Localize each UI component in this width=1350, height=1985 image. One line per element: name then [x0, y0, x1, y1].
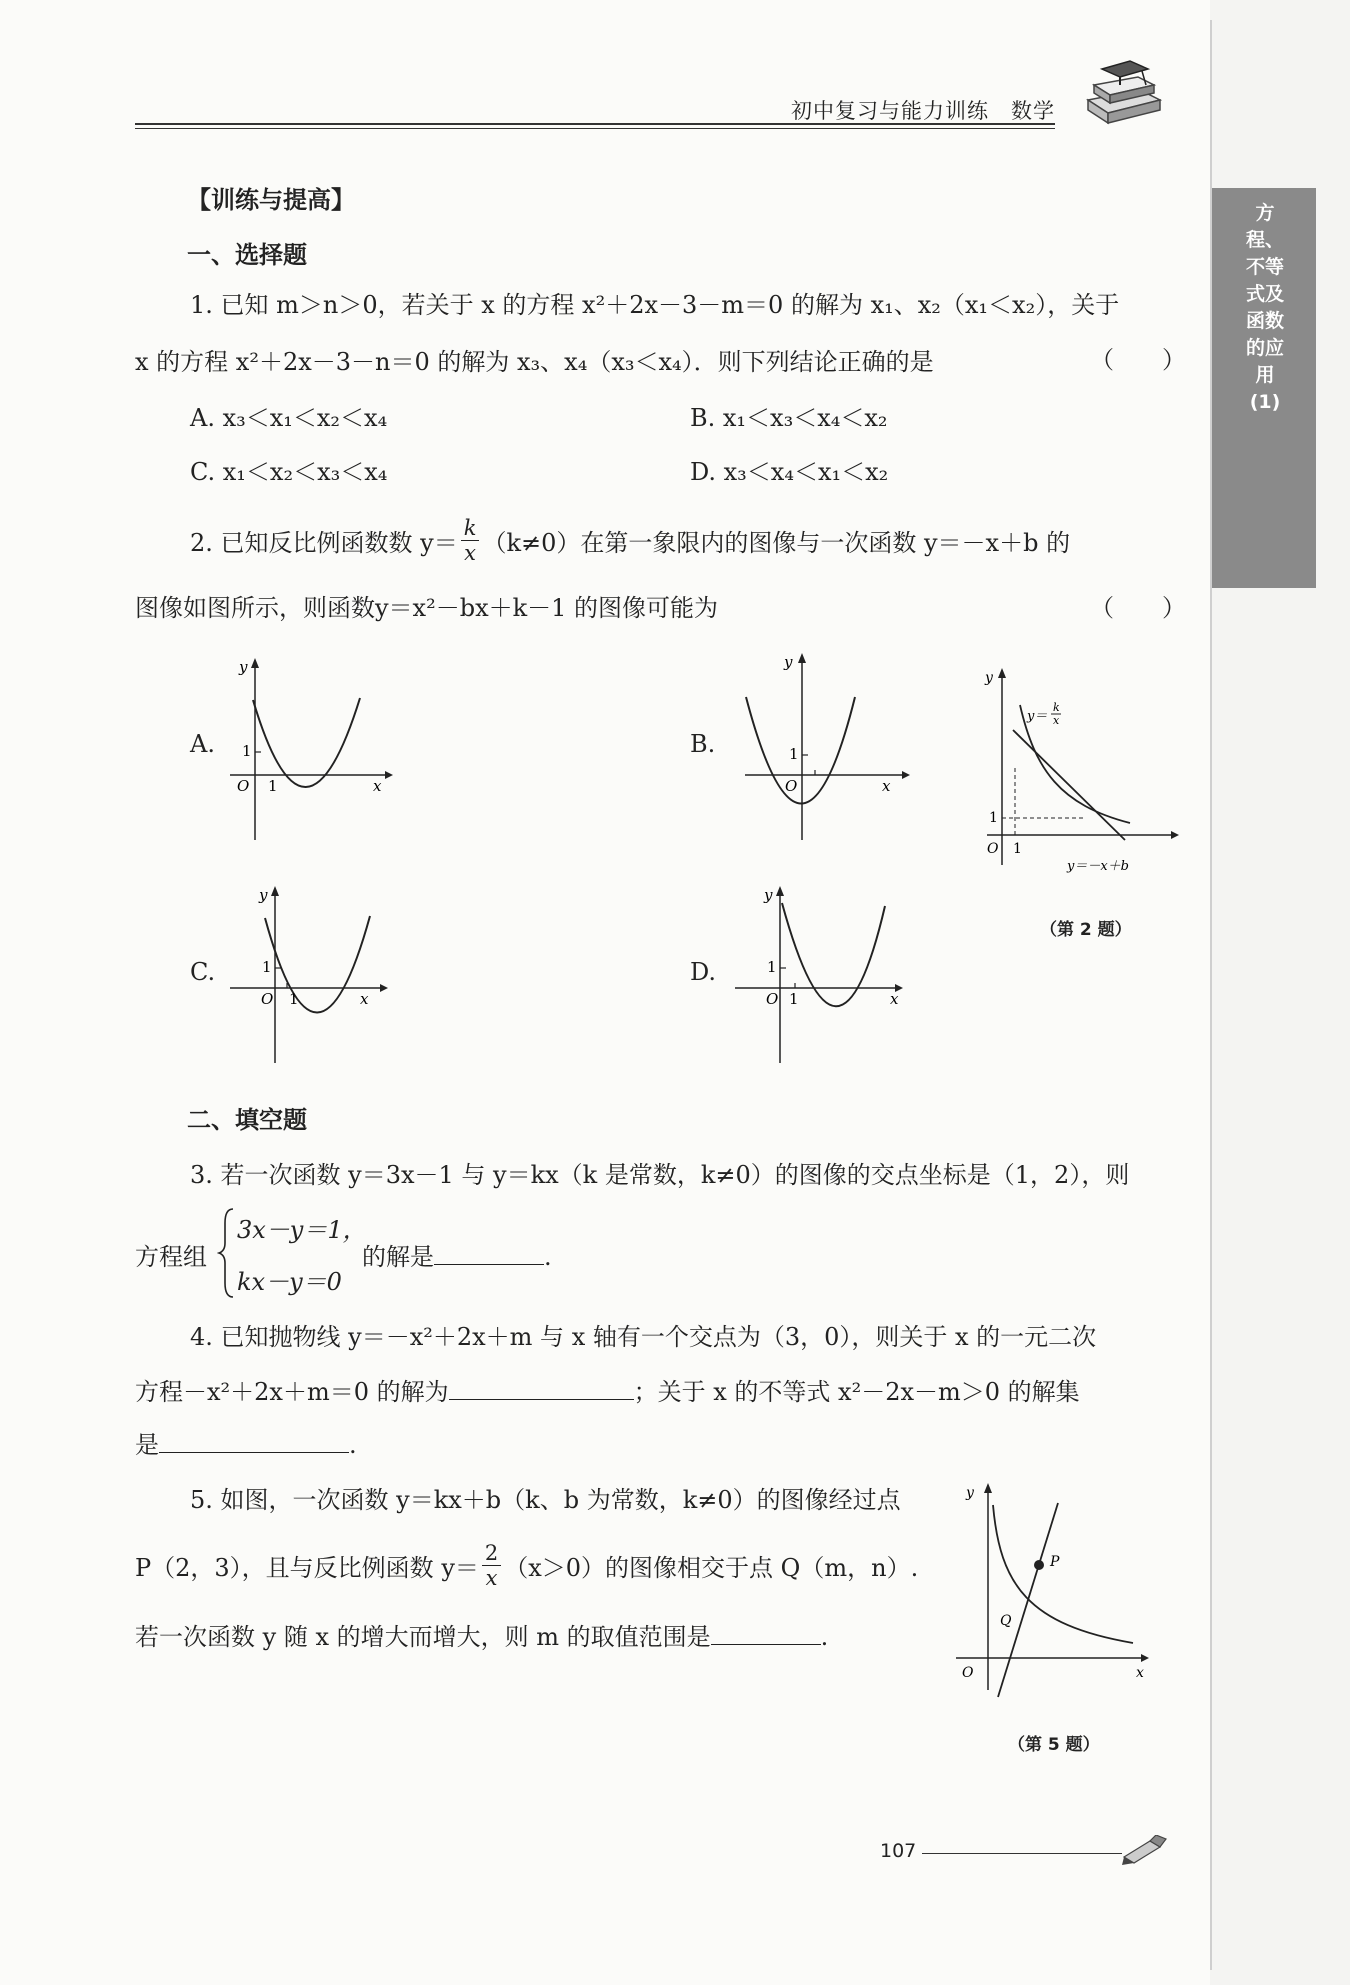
- q5-line2: [135, 1541, 919, 1594]
- curve-label-num: k: [1053, 701, 1060, 714]
- point-q-label: Q: [1000, 1613, 1012, 1629]
- q2-line1-start: 2. 已知反比例函数数 y＝: [190, 529, 458, 557]
- q2-option-b-label: B.: [690, 730, 716, 758]
- origin-label: O: [962, 1665, 974, 1681]
- line-kx-plus-b: [998, 1503, 1058, 1697]
- line-label: y＝－x＋b: [1067, 859, 1129, 874]
- q2-reference-figure: [975, 660, 1180, 885]
- q5-line2-end: （x＞0）的图像相交于点 Q（m，n）.: [504, 1554, 919, 1582]
- q1-option-c: C. x₁＜x₂＜x₃＜x₄: [190, 458, 388, 486]
- parabola: [253, 698, 360, 787]
- q4-answer-blank-1[interactable]: [449, 1399, 634, 1400]
- q2-line1: [190, 516, 1071, 569]
- q4-line2: [135, 1372, 1080, 1407]
- q2-graph-c: [225, 878, 395, 1068]
- q2-line2: 图像如图所示，则函数y＝x²－bx＋k－1 的图像可能为: [135, 594, 719, 622]
- x-label: x: [360, 990, 369, 1008]
- y-axis-arrow: [984, 1483, 992, 1493]
- y-label: y: [764, 886, 773, 904]
- q3-brace: [217, 1205, 237, 1300]
- q1-line2: x 的方程 x²＋2x－3－n＝0 的解为 x₃、x₄（x₃＜x₄）．则下列结论正确的是: [135, 348, 934, 376]
- q2-fraction: [461, 516, 480, 565]
- q5-figure: [948, 1475, 1158, 1700]
- curve-label-den: x: [1053, 714, 1060, 727]
- q5-answer-blank[interactable]: [711, 1644, 821, 1645]
- q3-equation-2: kx－y＝0: [237, 1268, 342, 1296]
- q5-line3-start: 若一次函数 y 随 x 的增大而增大，则 m 的取值范围是: [135, 1623, 711, 1651]
- q5-fraction: [482, 1541, 501, 1590]
- curve-label-prefix: y＝: [1027, 709, 1048, 724]
- pencil-icon: [1120, 1835, 1170, 1865]
- x-label: x: [890, 990, 899, 1008]
- x-axis-arrow: [902, 771, 910, 779]
- q2-graph-a: [225, 650, 395, 850]
- q5-line1: 5. 如图，一次函数 y＝kx＋b（k、b 为常数，k≠0）的图像经过点: [190, 1486, 901, 1514]
- header-title: 初中复习与能力训练 数学: [791, 99, 1055, 123]
- q1-line1: 1. 已知 m＞n＞0，若关于 x 的方程 x²＋2x－3－m＝0 的解为 x₁、x₂（x₁＜x₂），关于: [190, 291, 1120, 319]
- y-axis-arrow: [998, 668, 1006, 678]
- q1-answer-paren: （ ）: [1090, 346, 1186, 374]
- origin-label: O: [785, 777, 798, 795]
- tick-label-y1: 1: [989, 810, 998, 826]
- tick-label-y1: 1: [767, 958, 777, 976]
- q2-option-a-label: A.: [190, 730, 215, 758]
- q2-graph-d: [730, 878, 910, 1068]
- q3-end: .: [544, 1243, 552, 1271]
- q5-figure-caption: （第 5 题）: [1008, 1735, 1100, 1755]
- q4-line2-end: ；关于 x 的不等式 x²－2x－m＞0 的解集: [633, 1378, 1080, 1406]
- y-axis-arrow: [776, 886, 784, 896]
- y-label: y: [784, 653, 793, 671]
- q3-line1: 3. 若一次函数 y＝3x－1 与 y＝kx（k 是常数，k≠0）的图像的交点坐标是（1，2），则: [190, 1161, 1130, 1189]
- footer-rule: [922, 1853, 1122, 1854]
- q5-line3-end: .: [820, 1623, 829, 1651]
- point-p: [1034, 1560, 1044, 1570]
- parabola: [265, 916, 370, 1013]
- x-axis-arrow: [385, 771, 393, 779]
- q2-figure-caption: （第 2 题）: [1040, 920, 1132, 940]
- q5-line2-start: P（2，3），且与反比例函数 y＝: [135, 1554, 479, 1582]
- tick-label-y1: 1: [242, 742, 252, 760]
- header-rule: [135, 123, 1055, 125]
- point-p-label: P: [1050, 1554, 1060, 1570]
- q4-line3-start: 是: [135, 1431, 159, 1459]
- tick-label-x1: 1: [268, 777, 278, 795]
- q3-suffix: [362, 1237, 552, 1272]
- origin-label: O: [261, 990, 274, 1008]
- section-practice-heading: 【训练与提高】: [187, 186, 355, 214]
- q4-line3-end: .: [349, 1431, 357, 1459]
- q2-option-c-label: C.: [190, 958, 216, 986]
- q3-equation-1: 3x－y＝1，: [237, 1216, 367, 1244]
- x-axis-arrow: [1171, 831, 1179, 839]
- y-label: y: [966, 1485, 974, 1501]
- y-axis-arrow: [251, 658, 259, 668]
- hyperbola-curve: [993, 1505, 1133, 1643]
- q1-option-d: D. x₃＜x₄＜x₁＜x₂: [690, 458, 889, 486]
- q3-suffix-text: 的解是: [362, 1243, 434, 1271]
- q2-graph-b: [740, 645, 915, 845]
- q2-option-d-label: D.: [690, 958, 717, 986]
- section-choice-heading: 一、选择题: [187, 241, 307, 269]
- origin-label: O: [766, 990, 779, 1008]
- q2-fraction-den: x: [464, 541, 476, 565]
- q5-line3: [135, 1617, 828, 1652]
- origin-label: O: [987, 841, 999, 857]
- q4-answer-blank-2[interactable]: [159, 1452, 349, 1453]
- q4-line1: 4. 已知抛物线 y＝－x²＋2x＋m 与 x 轴有一个交点为（3，0），则关于 x 的一元二次: [190, 1323, 1097, 1351]
- q2-fraction-num: k: [461, 516, 480, 541]
- x-label: x: [882, 777, 891, 795]
- q4-line3: [135, 1425, 357, 1460]
- origin-label: O: [237, 777, 250, 795]
- header-rule-thin: [135, 128, 1055, 129]
- q2-line1-end: （k≠0）在第一象限内的图像与一次函数 y＝－x＋b 的: [482, 529, 1071, 557]
- tick-label-x1: 1: [289, 990, 299, 1008]
- books-icon: [1080, 55, 1165, 135]
- q2-answer-paren: （ ）: [1090, 594, 1186, 622]
- y-axis-arrow: [271, 886, 279, 896]
- page-number: 107: [880, 1840, 917, 1862]
- q4-line2-start: 方程－x²＋2x＋m＝0 的解为: [135, 1378, 449, 1406]
- q5-fraction-num: 2: [482, 1541, 501, 1566]
- q1-option-a: A. x₃＜x₁＜x₂＜x₄: [190, 404, 388, 432]
- x-axis-arrow: [1141, 1654, 1149, 1662]
- parabola: [746, 697, 855, 804]
- x-label: x: [373, 777, 382, 795]
- tick-label-x1: 1: [1013, 841, 1022, 857]
- chapter-side-tab-label: 方程、不等式及函数的应用(1): [1245, 202, 1284, 413]
- tick-label-y1: 1: [789, 745, 799, 763]
- tick-label-x1: 1: [789, 990, 799, 1008]
- q1-option-b: B. x₁＜x₃＜x₄＜x₂: [690, 404, 888, 432]
- q3-prefix: 方程组: [135, 1243, 207, 1271]
- q5-fraction-den: x: [485, 1566, 498, 1590]
- y-label: y: [985, 670, 993, 686]
- line-y-neg-x-plus-b: [1013, 730, 1125, 840]
- section-fill-heading: 二、填空题: [187, 1106, 307, 1134]
- y-label: y: [259, 886, 268, 904]
- tick-label-y1: 1: [262, 958, 272, 976]
- y-axis-arrow: [798, 653, 806, 663]
- y-label: y: [239, 658, 248, 676]
- q3-answer-blank[interactable]: [434, 1264, 544, 1265]
- x-label: x: [1136, 1665, 1144, 1681]
- x-axis-arrow: [380, 984, 388, 992]
